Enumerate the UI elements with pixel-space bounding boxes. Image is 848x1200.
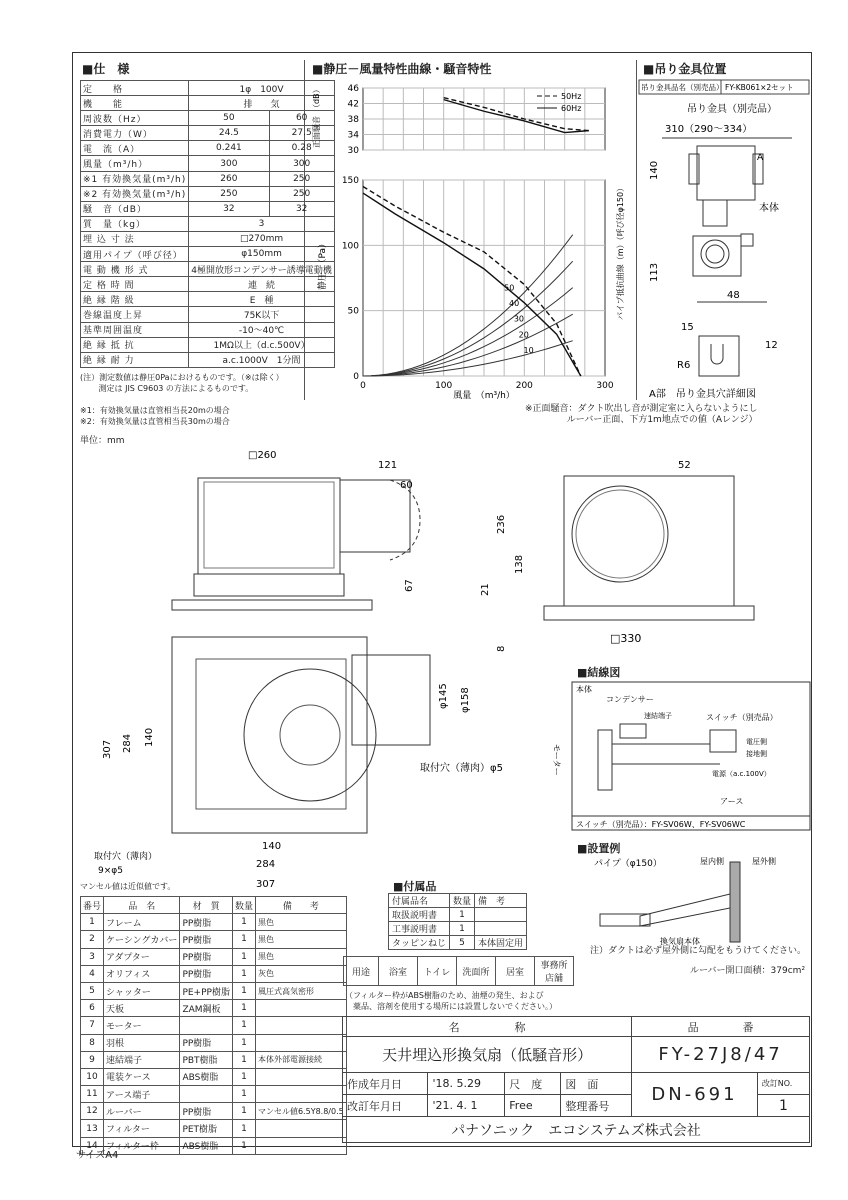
parts-cell: アダプター bbox=[104, 948, 180, 965]
spec-row bbox=[81, 126, 335, 141]
spec-value: 60 bbox=[269, 111, 334, 126]
dim-21: 21 bbox=[480, 583, 491, 596]
noise-axis-label: 正面騒音 （dB） bbox=[312, 85, 321, 148]
spec-value: 4極開放形コンデンサー誘導電動機 bbox=[189, 262, 335, 277]
use-cell: 居室 bbox=[496, 957, 535, 986]
dim-284-v: 284 bbox=[122, 733, 133, 753]
switch-label: スイッチ（別売品） bbox=[706, 713, 778, 722]
parts-cell bbox=[255, 1086, 346, 1103]
parts-row bbox=[81, 1034, 347, 1051]
front-noise-note: ※正面騒音：ダクト吹出し音が測定室に入らないようにし ルーバー正面、下方1m地点での値（Aレンジ） bbox=[525, 404, 758, 425]
resistance-label: 50 bbox=[504, 283, 515, 293]
hanger-detail-drawing bbox=[637, 76, 812, 401]
rev-no-label: 改訂NO. bbox=[757, 1073, 809, 1095]
hanger-body-label: 本体 bbox=[759, 203, 779, 214]
parts-row bbox=[81, 1000, 347, 1017]
spec-key: 絶 縁 階 級 bbox=[81, 292, 189, 307]
pipe-label: パイプ（φ150） bbox=[594, 859, 662, 869]
dim-8: 8 bbox=[496, 645, 507, 652]
parts-cell: 速結端子 bbox=[104, 1051, 180, 1068]
parts-cell: 1 bbox=[232, 931, 255, 948]
parts-row bbox=[81, 931, 347, 948]
spec-value: 排 気 bbox=[189, 96, 335, 111]
parts-cell: PBT樹脂 bbox=[180, 1051, 233, 1068]
spec-value: 300 bbox=[189, 156, 269, 171]
dim-121: 121 bbox=[378, 460, 398, 471]
spec-key: 風量（m³/h） bbox=[81, 156, 189, 171]
parts-cell: 10 bbox=[81, 1068, 104, 1085]
parts-cell: オリフィス bbox=[104, 965, 180, 982]
wiring-body-label: 本体 bbox=[576, 685, 592, 694]
parts-row bbox=[81, 1068, 347, 1085]
accessory-cell: 5 bbox=[450, 936, 475, 950]
parts-cell bbox=[180, 1086, 233, 1103]
parts-cell bbox=[255, 1000, 346, 1017]
parts-row bbox=[81, 1120, 347, 1137]
scale-value: 図 面 bbox=[561, 1073, 632, 1095]
spec-row bbox=[81, 262, 335, 277]
x-axis-label: 風量 （m³/h） bbox=[453, 391, 515, 401]
parts-cell: 羽根 bbox=[104, 1034, 180, 1051]
spec-key: 電 流（A） bbox=[81, 141, 189, 156]
spec-key: 質 量（kg） bbox=[81, 216, 189, 231]
spec-value: 1MΩ以上（d.c.500V） bbox=[189, 337, 335, 352]
use-cell: 浴室 bbox=[379, 957, 418, 986]
accessory-table bbox=[388, 893, 527, 950]
x-tick-label: 100 bbox=[435, 381, 453, 391]
parts-cell bbox=[255, 1120, 346, 1137]
noise-tick-label: 46 bbox=[347, 84, 359, 94]
accessory-cell bbox=[475, 922, 527, 936]
parts-cell: 1 bbox=[81, 914, 104, 931]
install-note: 注）ダクトは必ず屋外側に勾配をもうけてください。 bbox=[590, 946, 807, 956]
parts-cell: 1 bbox=[232, 948, 255, 965]
spec-row bbox=[81, 156, 335, 171]
product-name: 天井埋込形換気扇（低騒音形） bbox=[343, 1037, 632, 1073]
parts-cell: モーター bbox=[104, 1017, 180, 1034]
title-block bbox=[342, 1016, 810, 1143]
spec-value: 連 続 bbox=[189, 277, 335, 292]
parts-cell: PP樹脂 bbox=[180, 914, 233, 931]
spec-value: 24.5 bbox=[189, 126, 269, 141]
install-diagram bbox=[580, 852, 812, 944]
parts-cell: PP樹脂 bbox=[180, 965, 233, 982]
hole-label: 取付穴（薄肉）φ5 bbox=[420, 763, 503, 774]
parts-cell: ABS樹脂 bbox=[180, 1137, 233, 1154]
spec-value: 50 bbox=[189, 111, 269, 126]
parts-cell bbox=[255, 1137, 346, 1154]
dim-307-v: 307 bbox=[102, 739, 113, 759]
characteristic-chart bbox=[305, 78, 635, 401]
parts-cell: アース端子 bbox=[104, 1086, 180, 1103]
use-cell: 事務所 店舗 bbox=[535, 957, 574, 986]
dim-158: φ158 bbox=[460, 687, 471, 713]
parts-cell: 1 bbox=[232, 965, 255, 982]
spec-value: 0.28 bbox=[269, 141, 334, 156]
made-label: 作成年月日 bbox=[343, 1073, 428, 1095]
parts-cell: 8 bbox=[81, 1034, 104, 1051]
resistance-curve bbox=[363, 341, 573, 376]
spec-key: 定 格 bbox=[81, 81, 189, 96]
holes-count: 9×φ5 bbox=[98, 866, 123, 876]
spec-row bbox=[81, 111, 335, 126]
x-tick-label: 300 bbox=[596, 381, 614, 391]
code-header: 品 番 bbox=[632, 1017, 810, 1037]
accessory-header: 数量 bbox=[450, 894, 475, 908]
spec-value: 32 bbox=[189, 201, 269, 216]
spec-table bbox=[80, 80, 335, 368]
spec-row bbox=[81, 247, 335, 262]
company-name: パナソニック エコシステムズ株式会社 bbox=[343, 1117, 810, 1143]
dim-330: □330 bbox=[610, 632, 642, 645]
use-cell: トイレ bbox=[418, 957, 457, 986]
install-title: ■設置例 bbox=[577, 842, 621, 855]
parts-cell: 1 bbox=[232, 1034, 255, 1051]
motor-label: モーター bbox=[552, 744, 561, 776]
parts-header: 番号 bbox=[81, 897, 104, 914]
dim-12: 12 bbox=[765, 340, 778, 351]
dim-145: φ145 bbox=[438, 683, 449, 709]
dim-310: 310（290～334） bbox=[665, 124, 753, 135]
product-code: FY-27J8/47 bbox=[632, 1037, 810, 1073]
spec-value: 250 bbox=[269, 171, 334, 186]
parts-cell: 黒色 bbox=[255, 948, 346, 965]
parts-row bbox=[81, 1051, 347, 1068]
spec-key: 周波数（Hz） bbox=[81, 111, 189, 126]
parts-cell bbox=[255, 1034, 346, 1051]
dim-67: 67 bbox=[404, 579, 415, 592]
accessory-header: 備 考 bbox=[475, 894, 527, 908]
spec-value: 75K以下 bbox=[189, 307, 335, 322]
noise-tick-label: 38 bbox=[347, 115, 359, 125]
dim-138: 138 bbox=[514, 554, 525, 574]
indoor-label: 屋内側 bbox=[700, 857, 724, 866]
free-label: Free bbox=[505, 1095, 561, 1117]
parts-row bbox=[81, 1137, 347, 1154]
pressure-tick-label: 50 bbox=[347, 306, 359, 317]
spec-value: 32 bbox=[269, 201, 334, 216]
accessory-cell: 工事説明書 bbox=[389, 922, 450, 936]
spec-value: 3 bbox=[189, 216, 335, 231]
spec-value: a.c.1000V 1分間 bbox=[189, 352, 335, 367]
voltage-side-label: 電圧側 bbox=[746, 738, 767, 746]
hanger-header-2: FY-KB061×2セット bbox=[725, 83, 794, 92]
parts-cell: ケーシングカバー bbox=[104, 931, 180, 948]
spec-value: 250 bbox=[189, 186, 269, 201]
parts-cell: 1 bbox=[232, 914, 255, 931]
pressure-tick-label: 150 bbox=[341, 176, 359, 186]
scale-label: 尺 度 bbox=[505, 1073, 561, 1095]
munsell-note: マンセル値は近似値です。 bbox=[80, 882, 176, 891]
hanger-caption: A部 吊り金具穴詳細図 bbox=[649, 389, 756, 400]
accessory-cell: 1 bbox=[450, 922, 475, 936]
parts-cell: 1 bbox=[232, 1137, 255, 1154]
legend-label: 50Hz bbox=[561, 92, 582, 101]
spec-value: -10～40℃ bbox=[189, 322, 335, 337]
parts-cell: 風圧式高気密形 bbox=[255, 982, 346, 999]
accessory-row bbox=[389, 922, 527, 936]
made-date: '18. 5.29 bbox=[428, 1073, 505, 1095]
parts-row bbox=[81, 914, 347, 931]
noise-tick-label: 30 bbox=[347, 146, 359, 156]
parts-cell: 9 bbox=[81, 1051, 104, 1068]
spec-row bbox=[81, 277, 335, 292]
spec-row bbox=[81, 352, 335, 367]
accessory-row bbox=[389, 908, 527, 922]
dim-307-h: 307 bbox=[256, 879, 276, 890]
parts-cell: 1 bbox=[232, 1068, 255, 1085]
spec-row bbox=[81, 201, 335, 216]
parts-cell: 1 bbox=[232, 1120, 255, 1137]
spec-row bbox=[81, 96, 335, 111]
accessory-cell: 本体固定用 bbox=[475, 936, 527, 950]
dim-60: 60 bbox=[400, 480, 413, 491]
dim-140: 140 bbox=[649, 160, 660, 180]
use-cell: 洗面所 bbox=[457, 957, 496, 986]
filter-note: （フィルター枠がABS樹脂のため、油煙の発生、および 薬品、溶剤を使用する場所には設置しないでください。） bbox=[345, 991, 557, 1011]
spec-row bbox=[81, 216, 335, 231]
parts-row bbox=[81, 965, 347, 982]
spec-key: 消費電力（W） bbox=[81, 126, 189, 141]
parts-cell: 本体外部電源接続 bbox=[255, 1051, 346, 1068]
parts-cell: シャッター bbox=[104, 982, 180, 999]
parts-cell: 11 bbox=[81, 1086, 104, 1103]
accessory-cell bbox=[475, 908, 527, 922]
accessory-header: 付属品名 bbox=[389, 894, 450, 908]
spec-value: 300 bbox=[269, 156, 334, 171]
parts-cell: 14 bbox=[81, 1137, 104, 1154]
parts-cell: ABS樹脂 bbox=[180, 1068, 233, 1085]
spec-value: φ150mm bbox=[189, 247, 335, 262]
parts-cell: フレーム bbox=[104, 914, 180, 931]
spec-row bbox=[81, 322, 335, 337]
spec-note: (注）測定数値は静圧0Paにおけるものです。（※は除く） 測定は JIS C9603 の方法によるものです。 bbox=[80, 373, 284, 393]
parts-cell: フィルター bbox=[104, 1120, 180, 1137]
parts-row bbox=[81, 1017, 347, 1034]
parts-cell: 1 bbox=[232, 1017, 255, 1034]
rev-date: '21. 4. 1 bbox=[428, 1095, 505, 1117]
use-cell: 用途 bbox=[344, 957, 379, 986]
parts-cell: 黒色 bbox=[255, 931, 346, 948]
parts-cell bbox=[180, 1017, 233, 1034]
pressure-tick-label: 100 bbox=[341, 241, 359, 252]
parts-header: 品 名 bbox=[104, 897, 180, 914]
pressure-tick-label: 0 bbox=[353, 372, 359, 382]
parts-cell: PE+PP樹脂 bbox=[180, 982, 233, 999]
parts-cell: 13 bbox=[81, 1120, 104, 1137]
parts-cell: 2 bbox=[81, 931, 104, 948]
accessory-cell: 1 bbox=[450, 908, 475, 922]
dim-284-h: 284 bbox=[256, 859, 276, 870]
spec-key: 巻線温度上昇 bbox=[81, 307, 189, 322]
spec-title: ■仕 様 bbox=[82, 62, 130, 76]
parts-cell: ZAM鋼板 bbox=[180, 1000, 233, 1017]
noise-tick-label: 42 bbox=[347, 99, 359, 110]
wiring-diagram bbox=[552, 680, 812, 832]
spec-row bbox=[81, 186, 335, 201]
terminal-label: 速結端子 bbox=[644, 712, 672, 720]
switch-models: スイッチ（別売品）：FY-SV06W、FY-SV06WC bbox=[576, 820, 746, 829]
parts-header: 数量 bbox=[232, 897, 255, 914]
duct-note: ※1：有効換気量は直管相当長20mの場合 ※2：有効換気量は直管相当長30mの場合 bbox=[80, 406, 230, 426]
spec-value: 250 bbox=[269, 186, 334, 201]
spec-key: 埋 込 寸 法 bbox=[81, 231, 189, 246]
dim-236: 236 bbox=[496, 514, 507, 534]
parts-header: 材 質 bbox=[180, 897, 233, 914]
name-header: 名 称 bbox=[343, 1017, 632, 1037]
install-body-label: 換気扇本体 bbox=[660, 937, 700, 946]
parts-row bbox=[81, 948, 347, 965]
legend-label: 60Hz bbox=[561, 104, 582, 113]
dim-260: □260 bbox=[248, 450, 277, 461]
spec-key: 定 格 時 間 bbox=[81, 277, 189, 292]
accessory-title: ■付属品 bbox=[393, 880, 437, 893]
outdoor-label: 屋外側 bbox=[752, 857, 776, 866]
parts-table bbox=[80, 896, 347, 1155]
ground-side-label: 接地側 bbox=[746, 750, 767, 758]
spec-value: E 種 bbox=[189, 292, 335, 307]
parts-cell: PP樹脂 bbox=[180, 931, 233, 948]
curve-title: ■静圧－風量特性曲線・騒音特性 bbox=[312, 62, 492, 76]
rev-no: 1 bbox=[757, 1095, 809, 1117]
parts-cell: 黒色 bbox=[255, 914, 346, 931]
parts-cell: 1 bbox=[232, 1103, 255, 1120]
parts-cell: 7 bbox=[81, 1017, 104, 1034]
accessory-cell: タッピンねじ bbox=[389, 936, 450, 950]
parts-cell: 4 bbox=[81, 965, 104, 982]
spec-key: 機 能 bbox=[81, 96, 189, 111]
parts-cell: ルーバー bbox=[104, 1103, 180, 1120]
spec-row bbox=[81, 81, 335, 96]
spec-value: 0.241 bbox=[189, 141, 269, 156]
resistance-label: 20 bbox=[518, 330, 529, 340]
parts-cell: 1 bbox=[232, 1086, 255, 1103]
parts-cell: 3 bbox=[81, 948, 104, 965]
parts-cell: 5 bbox=[81, 982, 104, 999]
louver-area: ルーバー開口面積：379cm² bbox=[690, 966, 806, 976]
resistance-label: 30 bbox=[513, 314, 525, 324]
spec-key: 基準周囲温度 bbox=[81, 322, 189, 337]
wiring-title: ■結線図 bbox=[577, 666, 621, 679]
parts-cell: 天板 bbox=[104, 1000, 180, 1017]
rev-label: 改訂年月日 bbox=[343, 1095, 428, 1117]
drawing-number: DN-691 bbox=[632, 1073, 758, 1117]
resistance-axis-label: パイプ抵抗曲線（m）（呼び径φ150） bbox=[616, 183, 625, 320]
parts-cell: PP樹脂 bbox=[180, 1103, 233, 1120]
pressure-axis-label: 静圧 （Pa） bbox=[318, 238, 328, 290]
parts-cell: 12 bbox=[81, 1103, 104, 1120]
dim-r6: R6 bbox=[677, 360, 691, 371]
plan-view-drawing bbox=[90, 615, 540, 895]
dim-52: 52 bbox=[678, 460, 691, 471]
accessory-row bbox=[389, 936, 527, 950]
parts-cell: PET樹脂 bbox=[180, 1120, 233, 1137]
spec-row bbox=[81, 141, 335, 156]
hanger-title: ■吊り金具位置 bbox=[643, 62, 727, 76]
power-label: 電源（a.c.100V） bbox=[712, 770, 771, 778]
parts-row bbox=[81, 1086, 347, 1103]
noise-tick-label: 34 bbox=[347, 130, 359, 141]
parts-header: 備 考 bbox=[255, 897, 346, 914]
x-tick-label: 200 bbox=[515, 381, 533, 391]
spec-key: 騒 音（dB） bbox=[81, 201, 189, 216]
parts-cell bbox=[255, 1017, 346, 1034]
spec-value: □270mm bbox=[189, 231, 335, 246]
parts-cell: PP樹脂 bbox=[180, 948, 233, 965]
spec-key: ※1 有効換気量(m³/h) bbox=[81, 171, 189, 186]
parts-row bbox=[81, 982, 347, 999]
bracket-label: 吊り金具（別売品） bbox=[687, 104, 777, 115]
resistance-label: 10 bbox=[523, 346, 534, 356]
hanger-a-label: A bbox=[757, 153, 764, 163]
unit-label: 単位：mm bbox=[80, 436, 125, 446]
parts-cell: フィルター枠 bbox=[104, 1137, 180, 1154]
spec-key: ※2 有効換気量(m³/h) bbox=[81, 186, 189, 201]
paper-size: サイズA4 bbox=[76, 1150, 119, 1161]
holes-label: 取付穴（薄肉） bbox=[94, 852, 158, 862]
dim-15: 15 bbox=[681, 322, 694, 333]
parts-cell bbox=[255, 1068, 346, 1085]
spec-row bbox=[81, 337, 335, 352]
accessory-cell: 取扱説明書 bbox=[389, 908, 450, 922]
dim-48: 48 bbox=[727, 290, 740, 301]
dim-140-v: 140 bbox=[144, 727, 155, 747]
parts-cell: 灰色 bbox=[255, 965, 346, 982]
spec-key: 絶 縁 抵 抗 bbox=[81, 337, 189, 352]
parts-row bbox=[81, 1103, 347, 1120]
parts-cell: マンセル値6.5Y8.8/0.5 bbox=[255, 1103, 346, 1120]
dim-140-h: 140 bbox=[262, 841, 282, 852]
dim-113: 113 bbox=[649, 262, 660, 282]
noise-series-line bbox=[444, 98, 589, 131]
capacitor-label: コンデンサー bbox=[606, 695, 654, 704]
spec-key: 絶 縁 耐 力 bbox=[81, 352, 189, 367]
spec-value: 1φ 100V bbox=[189, 81, 335, 96]
earth-label: アース bbox=[720, 797, 744, 806]
spec-row bbox=[81, 292, 335, 307]
spec-value: 27.5 bbox=[269, 126, 334, 141]
hanger-header-1: 吊り金具品名（別売品） bbox=[641, 83, 724, 92]
parts-cell: 6 bbox=[81, 1000, 104, 1017]
parts-cell: 1 bbox=[232, 1000, 255, 1017]
parts-cell: 1 bbox=[232, 1051, 255, 1068]
parts-cell: 電装ケース bbox=[104, 1068, 180, 1085]
resistance-label: 40 bbox=[509, 299, 520, 309]
uses-table bbox=[343, 956, 574, 986]
spec-key: 適用パイプ（呼び径） bbox=[81, 247, 189, 262]
x-tick-label: 0 bbox=[360, 381, 366, 391]
spec-row bbox=[81, 171, 335, 186]
spec-key: 電 動 機 形 式 bbox=[81, 262, 189, 277]
parts-cell: 1 bbox=[232, 982, 255, 999]
side-view-drawing bbox=[150, 440, 470, 620]
spec-value: 260 bbox=[189, 171, 269, 186]
spec-row bbox=[81, 231, 335, 246]
spec-row bbox=[81, 307, 335, 322]
parts-cell: PP樹脂 bbox=[180, 1034, 233, 1051]
ref-label: 整理番号 bbox=[561, 1095, 632, 1117]
